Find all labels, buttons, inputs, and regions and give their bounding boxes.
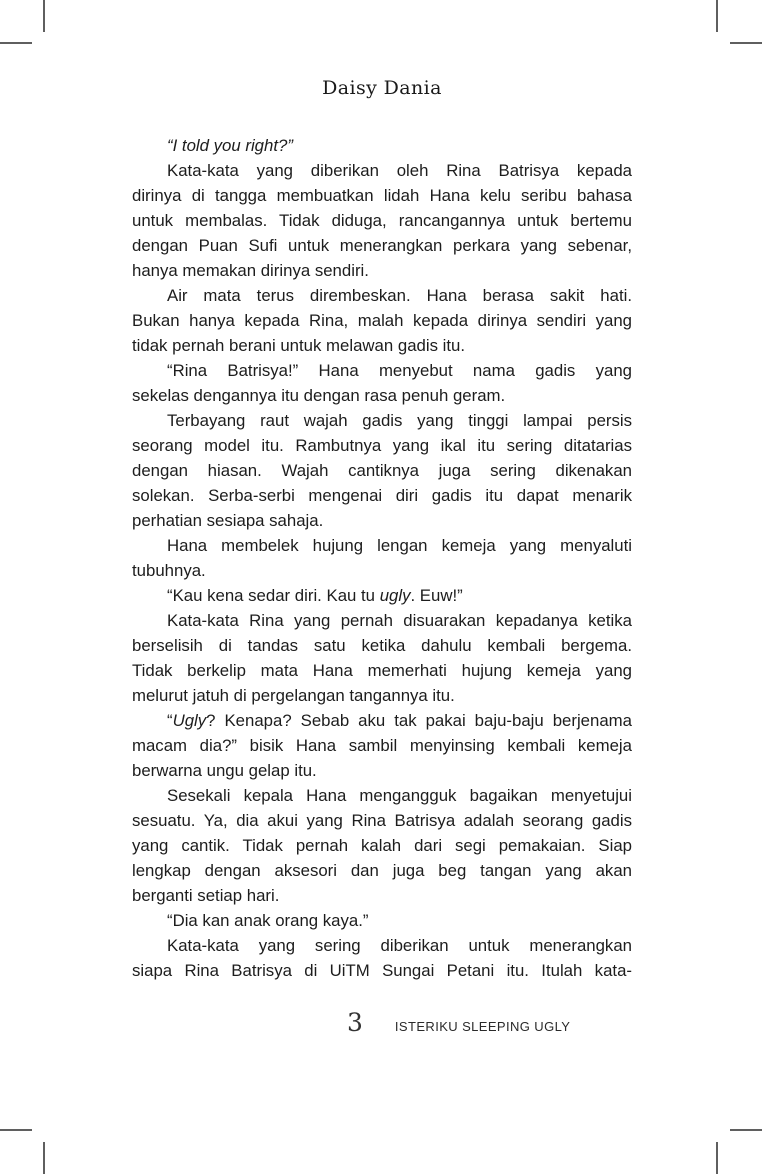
paragraph bbox=[132, 358, 632, 408]
text-line bbox=[132, 133, 632, 158]
text-segment: tidak pernah berani untuk melawan gadis itu. bbox=[132, 336, 466, 355]
text-line bbox=[132, 533, 632, 558]
text-line bbox=[132, 308, 632, 333]
text-segment: berselisih di tandas satu ketika dahulu kembali bergema. bbox=[132, 636, 632, 655]
crop-mark-top-right-vertical bbox=[716, 0, 718, 32]
text-line bbox=[132, 833, 632, 858]
running-head-author: Daisy Dania bbox=[322, 77, 442, 99]
paragraph bbox=[132, 583, 632, 608]
text-segment: “ bbox=[167, 711, 173, 730]
text-segment: sesuatu. Ya, dia akui yang Rina Batrisya adalah seorang gadis bbox=[132, 811, 632, 830]
text-segment: dirinya di tangga membuatkan lidah Hana kelu seribu bahasa bbox=[132, 186, 632, 205]
text-segment: siapa Rina Batrisya di UiTM Sungai Petani itu. Itulah kata- bbox=[132, 961, 632, 980]
text-line bbox=[132, 958, 632, 983]
text-line bbox=[132, 808, 632, 833]
page-footer bbox=[347, 1008, 570, 1038]
text-line bbox=[132, 858, 632, 883]
crop-mark-bottom-left-horizontal bbox=[0, 1129, 32, 1131]
text-segment: solekan. Serba-serbi mengenai diri gadis itu dapat menarik bbox=[132, 486, 632, 505]
text-segment: Terbayang raut wajah gadis yang tinggi lampai persis bbox=[167, 411, 632, 430]
text-segment: dengan Puan Sufi untuk menerangkan perkara yang sebenar, bbox=[132, 236, 632, 255]
text-line bbox=[132, 433, 632, 458]
paragraph bbox=[132, 908, 632, 933]
paragraph bbox=[132, 783, 632, 908]
text-line bbox=[132, 658, 632, 683]
text-segment: hanya memakan dirinya sendiri. bbox=[132, 261, 369, 280]
text-block bbox=[132, 133, 632, 983]
text-segment: Kata-kata yang sering diberikan untuk menerangkan bbox=[167, 936, 632, 955]
text-line bbox=[132, 158, 632, 183]
italic-text: “I told you right?” bbox=[167, 136, 293, 155]
text-line bbox=[132, 233, 632, 258]
text-line bbox=[132, 583, 632, 608]
text-line bbox=[132, 758, 632, 783]
crop-mark-top-left-vertical bbox=[43, 0, 45, 32]
text-line bbox=[132, 883, 632, 908]
text-segment: seorang model itu. Rambutnya yang ikal itu sering ditatarias bbox=[132, 436, 632, 455]
crop-mark-top-left-horizontal bbox=[0, 42, 32, 44]
text-segment: berganti setiap hari. bbox=[132, 886, 280, 905]
text-line bbox=[132, 733, 632, 758]
text-line bbox=[132, 483, 632, 508]
text-line bbox=[132, 708, 632, 733]
text-segment: Hana membelek hujung lengan kemeja yang menyaluti bbox=[167, 536, 632, 555]
text-segment: melurut jatuh di pergelangan tangannya itu. bbox=[132, 686, 455, 705]
text-segment: tubuhnya. bbox=[132, 561, 206, 580]
paragraph bbox=[132, 608, 632, 708]
paragraph bbox=[132, 533, 632, 583]
text-segment: “Rina Batrisya!” Hana menyebut nama gadis yang bbox=[167, 361, 632, 380]
text-line bbox=[132, 333, 632, 358]
text-line bbox=[132, 258, 632, 283]
text-line bbox=[132, 683, 632, 708]
paragraph bbox=[132, 708, 632, 783]
text-line bbox=[132, 408, 632, 433]
page-number: 3 bbox=[347, 1008, 363, 1037]
text-segment: ? Kenapa? Sebab aku tak pakai baju-baju berjenama bbox=[206, 711, 632, 730]
italic-text: Ugly bbox=[172, 711, 207, 730]
text-line bbox=[132, 908, 632, 933]
paragraph bbox=[132, 133, 632, 158]
text-line bbox=[132, 508, 632, 533]
crop-mark-bottom-right-vertical bbox=[716, 1142, 718, 1174]
text-segment: “Kau kena sedar diri. Kau tu bbox=[167, 586, 380, 605]
text-segment: Air mata terus dirembeskan. Hana berasa sakit hati. bbox=[167, 286, 632, 305]
text-line bbox=[132, 458, 632, 483]
crop-mark-bottom-left-vertical bbox=[43, 1142, 45, 1174]
text-segment: Sesekali kepala Hana mengangguk bagaikan menyetujui bbox=[167, 786, 632, 805]
text-segment: dengan hiasan. Wajah cantiknya juga sering dikenakan bbox=[132, 461, 632, 480]
paragraph bbox=[132, 408, 632, 533]
text-line bbox=[132, 358, 632, 383]
text-segment: lengkap dengan aksesori dan juga beg tangan yang akan bbox=[132, 861, 632, 880]
text-line bbox=[132, 383, 632, 408]
text-segment: berwarna ungu gelap itu. bbox=[132, 761, 317, 780]
text-segment: perhatian sesiapa sahaja. bbox=[132, 511, 324, 530]
text-line bbox=[132, 283, 632, 308]
text-segment: untuk membalas. Tidak diduga, rancangannya untuk bertemu bbox=[132, 211, 632, 230]
text-line bbox=[132, 183, 632, 208]
crop-mark-bottom-right-horizontal bbox=[730, 1129, 762, 1131]
text-line bbox=[132, 933, 632, 958]
text-segment: yang cantik. Tidak pernah kalah dari segi pemakaian. Siap bbox=[132, 836, 632, 855]
text-segment: macam dia?” bisik Hana sambil menyinsing kembali kemeja bbox=[132, 736, 632, 755]
book-title: ISTERIKU SLEEPING UGLY bbox=[394, 1019, 571, 1034]
text-segment: Kata-kata Rina yang pernah disuarakan kepadanya ketika bbox=[167, 611, 632, 630]
paragraph bbox=[132, 283, 632, 358]
text-segment: “Dia kan anak orang kaya.” bbox=[167, 911, 369, 930]
text-line bbox=[132, 208, 632, 233]
text-line bbox=[132, 558, 632, 583]
text-segment: sekelas dengannya itu dengan rasa penuh geram. bbox=[132, 386, 506, 405]
text-segment: . Euw!” bbox=[410, 586, 463, 605]
text-line bbox=[132, 633, 632, 658]
italic-text: ugly bbox=[379, 586, 411, 605]
text-segment: Kata-kata yang diberikan oleh Rina Batrisya kepada bbox=[167, 161, 632, 180]
text-segment: Tidak berkelip mata Hana memerhati hujung kemeja yang bbox=[132, 661, 632, 680]
crop-mark-top-right-horizontal bbox=[730, 42, 762, 44]
text-segment: Bukan hanya kepada Rina, malah kepada dirinya sendiri yang bbox=[132, 311, 632, 330]
text-line bbox=[132, 783, 632, 808]
paragraph bbox=[132, 158, 632, 283]
text-line bbox=[132, 608, 632, 633]
paragraph bbox=[132, 933, 632, 983]
